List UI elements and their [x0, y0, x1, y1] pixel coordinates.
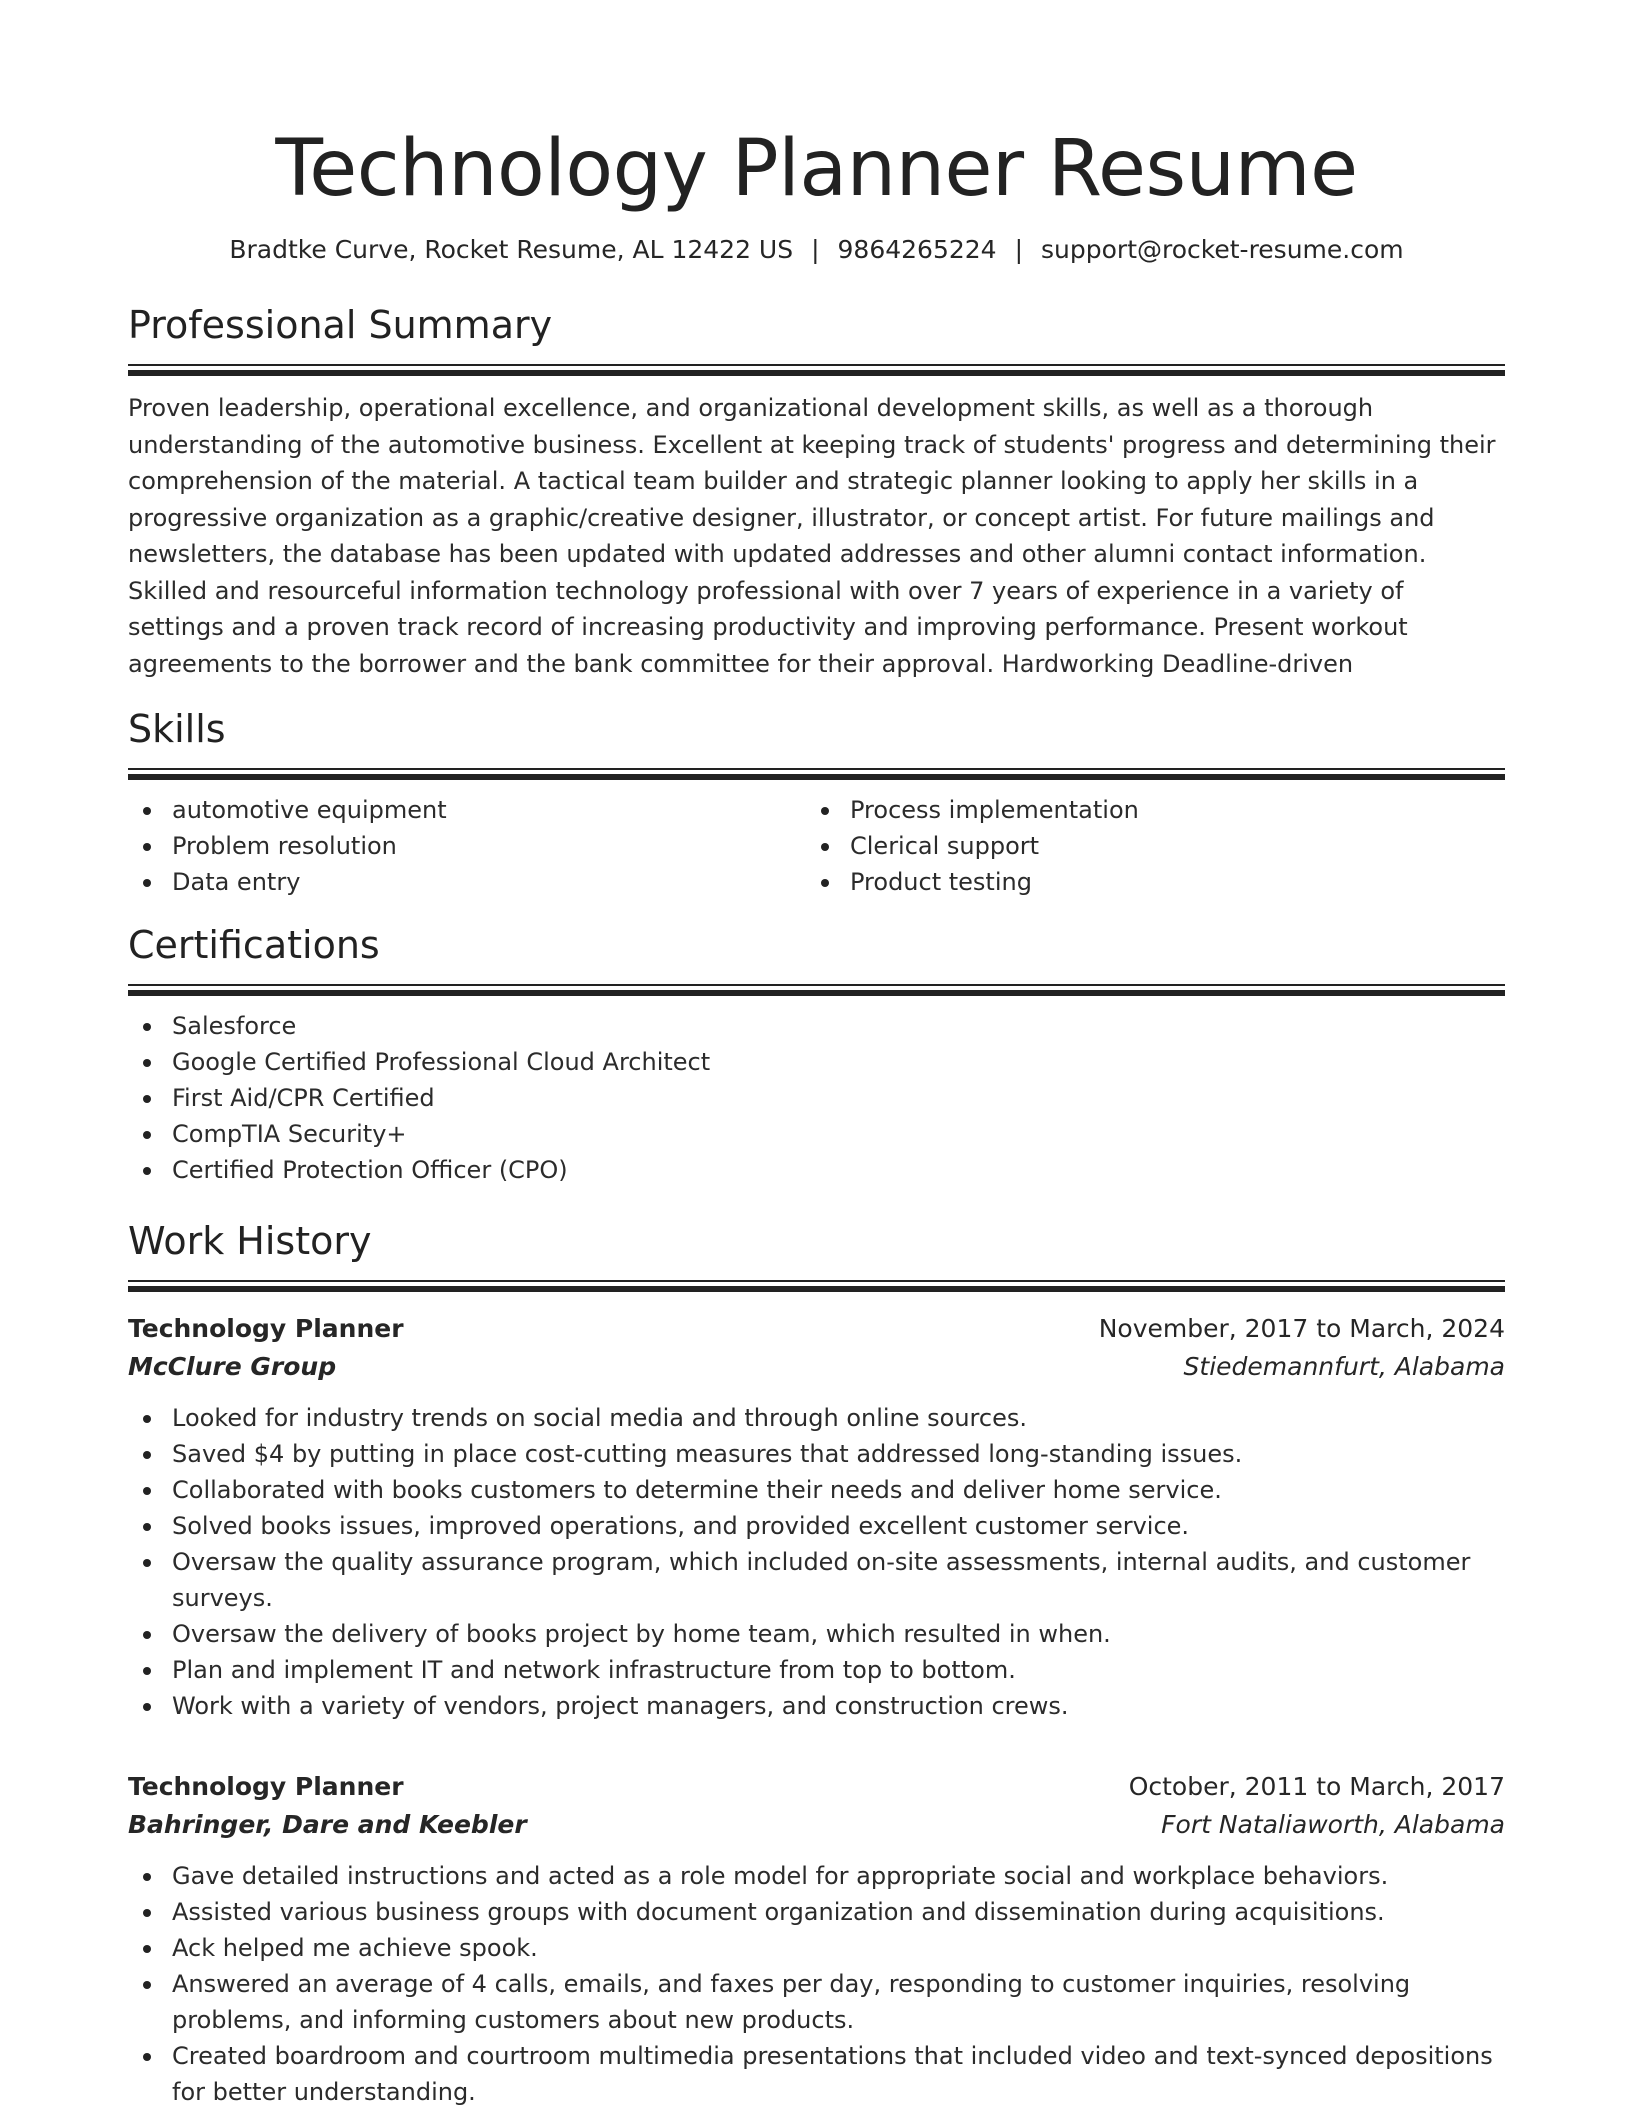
contact-phone: 9864265224 [837, 235, 997, 264]
page-title: Technology Planner Resume [275, 124, 1358, 214]
skills-list-left [128, 792, 806, 900]
section-divider [128, 768, 1505, 780]
contact-email: support@rocket-resume.com [1041, 235, 1404, 264]
certification-item: Google Certified Professional Cloud Architect [128, 1044, 1505, 1080]
section-divider [128, 984, 1505, 996]
contact-address: Bradtke Curve, Rocket Resume, AL 12422 US [229, 235, 794, 264]
section-divider [128, 364, 1505, 376]
job-bullet: Looked for industry trends on social media and through online sources. [128, 1400, 1505, 1436]
resume-page [128, 0, 1505, 2110]
job-bullet: Collaborated with books customers to determine their needs and deliver home service. [128, 1472, 1505, 1508]
skill-item: Product testing [806, 864, 1484, 900]
section-title-skills: Skills [128, 707, 226, 751]
job-bullet: Gave detailed instructions and acted as a role model for appropriate social and workplace behaviors. [128, 1858, 1505, 1894]
job-entry [128, 1310, 1505, 1724]
job-title: Technology Planner [128, 1772, 404, 1801]
job-bullet: Plan and implement IT and network infrastructure from top to bottom. [128, 1652, 1505, 1688]
contact-separator: | [811, 235, 820, 264]
certification-item: Salesforce [128, 1008, 1505, 1044]
certifications-section [128, 922, 1505, 1188]
job-header-row [128, 1768, 1505, 1806]
section-title-work-history: Work History [128, 1219, 372, 1263]
job-bullet: Oversaw the quality assurance program, which included on-site assessments, internal audits, and customer surveys. [128, 1544, 1505, 1616]
section-title-certifications: Certifications [128, 923, 380, 967]
job-bullets [128, 1858, 1505, 2110]
certification-item: CompTIA Security+ [128, 1116, 1505, 1152]
job-location: Fort Nataliaworth, Alabama [1161, 1810, 1505, 1839]
job-location: Stiedemannfurt, Alabama [1183, 1352, 1505, 1381]
skill-item: Clerical support [806, 828, 1484, 864]
job-subheader-row [128, 1806, 1505, 1844]
skill-item: Data entry [128, 864, 806, 900]
section-title-summary: Professional Summary [128, 303, 553, 347]
job-company: McClure Group [128, 1352, 337, 1381]
job-bullet: Work with a variety of vendors, project managers, and construction crews. [128, 1688, 1505, 1724]
skills-section [128, 706, 1505, 900]
job-subheader-row [128, 1348, 1505, 1386]
summary-section [128, 302, 1505, 682]
skills-grid [128, 792, 1505, 900]
section-divider [128, 1280, 1505, 1292]
certification-item: Certified Protection Officer (CPO) [128, 1152, 1505, 1188]
skill-item: automotive equipment [128, 792, 806, 828]
job-dates: November, 2017 to March, 2024 [1098, 1314, 1505, 1343]
job-bullet: Answered an average of 4 calls, emails, and faxes per day, responding to customer inquiries, resolving problems, and informing customers about new products. [128, 1966, 1505, 2038]
skill-item: Problem resolution [128, 828, 806, 864]
certifications-list [128, 1008, 1505, 1188]
skills-list-right [806, 792, 1484, 900]
job-bullet: Solved books issues, improved operations, and provided excellent customer service. [128, 1508, 1505, 1544]
job-bullet: Assisted various business groups with document organization and dissemination during acquisitions. [128, 1894, 1505, 1930]
job-bullet: Saved $4 by putting in place cost-cutting measures that addressed long-standing issues. [128, 1436, 1505, 1472]
job-title: Technology Planner [128, 1314, 404, 1343]
job-header-row [128, 1310, 1505, 1348]
skill-item: Process implementation [806, 792, 1484, 828]
job-dates: October, 2011 to March, 2017 [1128, 1772, 1505, 1801]
contact-separator: | [1014, 235, 1024, 264]
work-history-section [128, 1218, 1505, 2110]
job-company: Bahringer, Dare and Keebler [128, 1810, 527, 1839]
job-bullets [128, 1400, 1505, 1724]
job-bullet: Oversaw the delivery of books project by home team, which resulted in when. [128, 1616, 1505, 1652]
certification-item: First Aid/CPR Certified [128, 1080, 1505, 1116]
job-bullet: Ack helped me achieve spook. [128, 1930, 1505, 1966]
job-bullet: Created boardroom and courtroom multimedia presentations that included video and text-synced depositions for better understanding. [128, 2038, 1505, 2110]
job-entry [128, 1768, 1505, 2110]
summary-text: Proven leadership, operational excellence, and organizational development skills, as well as a thorough understanding of the automotive business. Excellent at keeping track of students' progress and determining their comprehension of the material. A tactical team builder and strategic planner looking to apply her skills in a progressive organization as a graphic/creative designer, illustrator, or concept artist. For future mailings and newsletters, the database has been updated with updated addresses and other alumni contact information. Skilled and resourceful information technology professional with over 7 years of experience in a variety of settings and a proven track record of increasing productivity and improving performance. Present workout agreements to the borrower and the bank committee for their approval. Hardworking Deadline-driven [128, 394, 1496, 678]
contact-line [128, 234, 1505, 266]
